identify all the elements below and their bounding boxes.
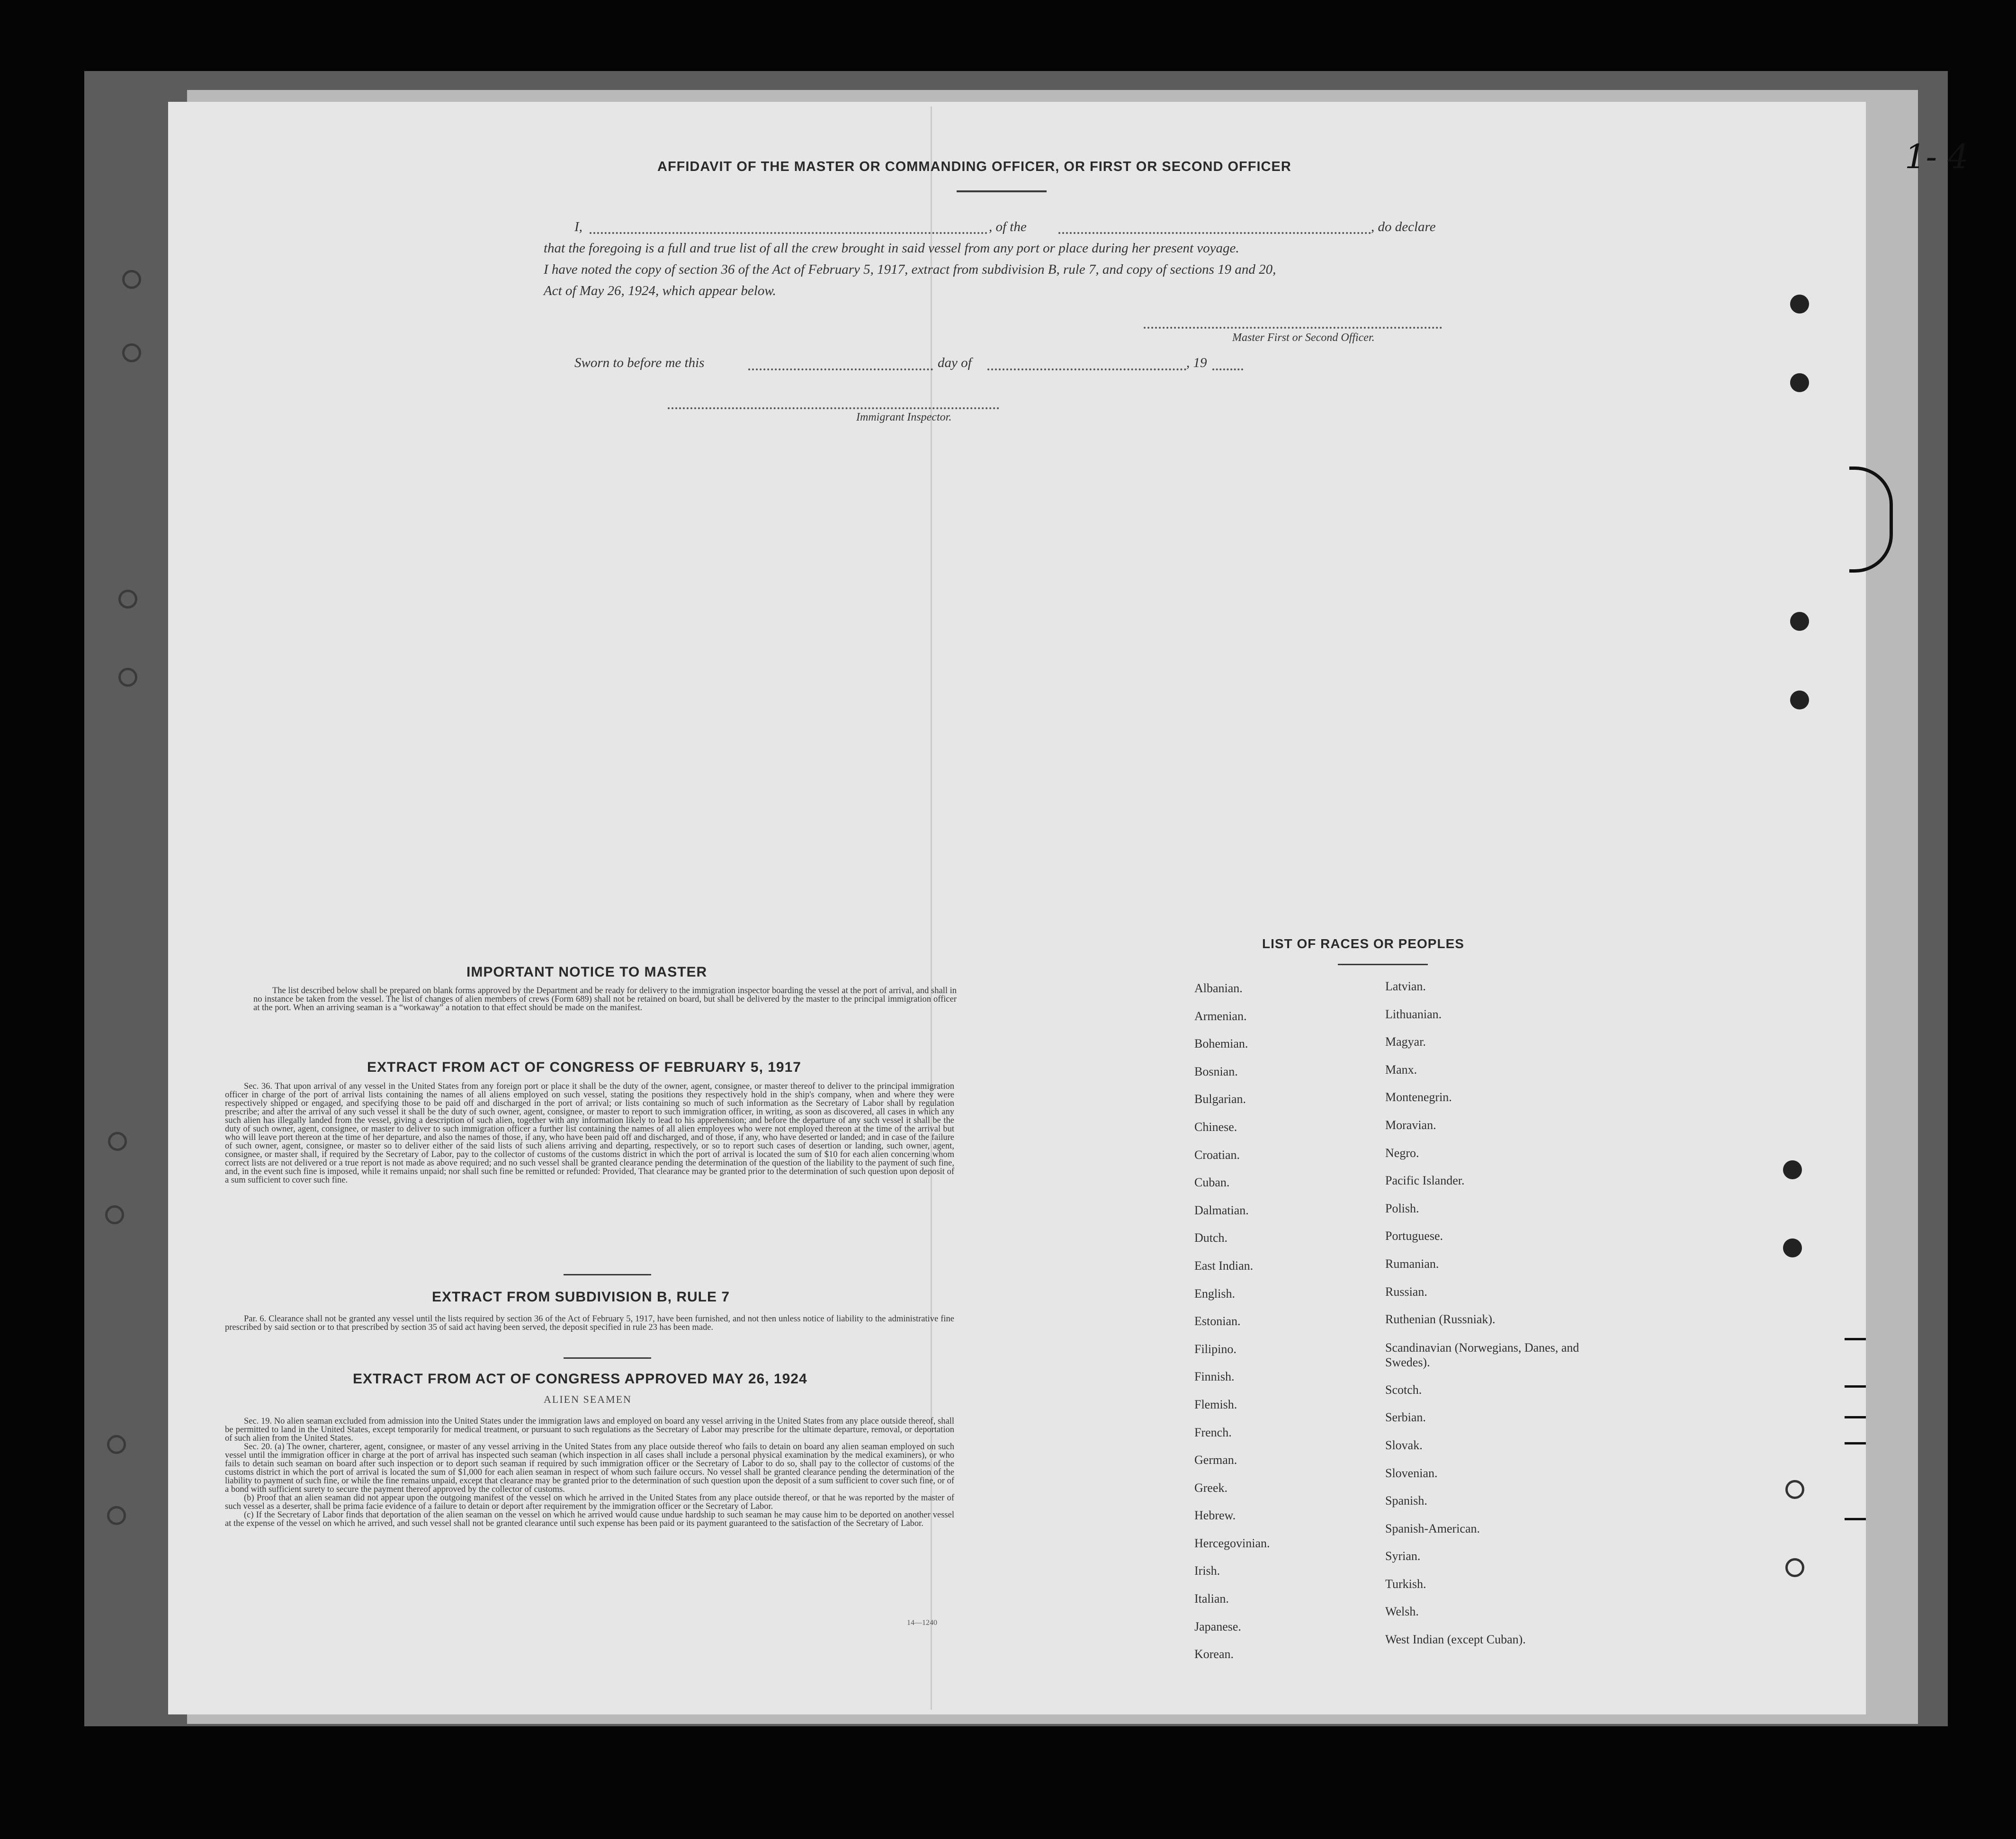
race-item: Portuguese. — [1385, 1229, 1443, 1243]
sworn-year-blank — [1212, 368, 1243, 370]
alien-seamen-subtitle: ALIEN SEAMEN — [544, 1393, 632, 1405]
race-item: Spanish-American. — [1385, 1521, 1480, 1535]
race-item: Magyar. — [1385, 1035, 1426, 1049]
section-19-paragraph: Sec. 19. No alien seaman excluded from admission into the United States under the immigration laws and employed on board any vessel arriving in the United States from any place outside thereof, shall be permitted to land in the United States, except temporarily for medical treatment, or pursuant to such regulations as the Secretary of Labor may prescribe for the ultimate departure, removal, or deportation of such alien from the United States. — [225, 1417, 954, 1443]
notice-text — [253, 987, 957, 1012]
margin-tick — [1845, 1416, 1866, 1418]
binder-hole — [122, 270, 141, 289]
handwritten-page-note: 1- 4 — [1905, 137, 1969, 176]
rule-7-title: EXTRACT FROM SUBDIVISION B, RULE 7 — [432, 1289, 730, 1305]
section-36-paragraph: Sec. 36. That upon arrival of any vessel in the United States from any foreign port or place it shall be the duty of the owner, agent, consignee, or master thereof to deliver to the principal immigration officer in charge of the port of arrival lists containing the names of all aliens employed on such vessel, stating the positions they respectively hold in the ship's company, when and where they were respectively shipped or engaged, and specifying those to be paid off and discharged in the port of arrival; or lists containing so much of such information as the Secretary of Labor shall by regulation prescribe; and after the arrival of any such vessel it shall be the duty of such owner, agent, consignee, or master to report to such immigration officer, in writing, as soon as discovered, all cases in which any such alien has illegally landed from the vessel, giving a description of such alien, together with any information likely to lead to his apprehension; and before the departure of any such vessel it shall be the duty of such owner, agent, consignee, or master to deliver to such immigration officer a further list containing the names of all alien employees who were not employed thereon at the time of the arrival but who will leave port thereon at the time of her departure, and also the names of those, if any, who have been paid off and discharged, and of those, if any, who have deserted or landed; and in case of the failure of such owner, agent, consignee, or master so to deliver either of the said lists of such aliens arriving and departing, respectively, or so to report such cases of desertion or landing, such owner, agent, consignee, or master shall, if required by the Secretary of Labor, pay to the collector of customs of the customs district in which the port of arrival is located the sum of $10 for each alien concerning whom correct lists are not delivered or a true report is not made as above required; and no such vessel shall be granted clearance pending the determination of the question of the liability to the payment of such fine, and, in the event such fine is imposed, while it remains unpaid; nor shall such fine be remitted or refunded: Provided, That clearance may be granted prior to the determination of such question upon deposit of a sum sufficient to cover such fine. — [225, 1082, 954, 1185]
race-item: Bulgarian. — [1194, 1092, 1246, 1106]
race-item: Irish. — [1194, 1564, 1220, 1578]
declarant-name-blank — [590, 232, 987, 234]
race-item: French. — [1194, 1425, 1232, 1439]
race-item: Rumanian. — [1385, 1256, 1439, 1271]
punch-hole — [1790, 295, 1809, 314]
punch-hole — [1785, 1558, 1804, 1577]
binder-hole — [107, 1435, 126, 1454]
binder-hole — [108, 1132, 127, 1151]
section-20b-paragraph: (b) Proof that an alien seaman did not appear upon the outgoing manifest of the vessel on which he arrived in the United States from any place outside thereof, or that he was reported by the master of such vessel as a deserter, shall be prima facie evidence of a failure to detain or deport after requirement by the immigration officer or the Secretary of Labor. — [225, 1493, 954, 1511]
section-rule — [564, 1274, 651, 1275]
races-list-left — [1194, 981, 1270, 1675]
margin-tick — [1845, 1385, 1866, 1388]
extract-1917-title: EXTRACT FROM ACT OF CONGRESS OF FEBRUARY 5, 1917 — [367, 1059, 801, 1075]
race-item: English. — [1194, 1286, 1235, 1301]
margin-tick — [1845, 1338, 1866, 1340]
race-item: Scandinavian (Norwegians, Danes, and Swedes). — [1385, 1340, 1579, 1369]
race-item: Hebrew. — [1194, 1508, 1236, 1523]
race-item: Negro. — [1385, 1146, 1419, 1160]
race-item: Filipino. — [1194, 1342, 1236, 1356]
day-of-text: day of — [938, 355, 972, 370]
section-rule — [564, 1357, 651, 1359]
race-item: West Indian (except Cuban). — [1385, 1633, 1526, 1647]
binder-hole — [118, 590, 137, 609]
vessel-name-blank — [1058, 232, 1371, 234]
race-item: Dalmatian. — [1194, 1203, 1249, 1217]
margin-tick — [1845, 1442, 1866, 1444]
race-item: Bosnian. — [1194, 1064, 1238, 1078]
binder-hole — [107, 1506, 126, 1525]
race-item: Latvian. — [1385, 979, 1426, 993]
notice-title: IMPORTANT NOTICE TO MASTER — [466, 964, 708, 980]
sworn-month-blank — [987, 368, 1186, 370]
race-item: Russian. — [1385, 1284, 1427, 1299]
race-item: Lithuanian. — [1385, 1007, 1442, 1021]
race-item: Cuban. — [1194, 1175, 1230, 1190]
punch-hole — [1783, 1160, 1802, 1179]
race-item: Hercegovinian. — [1194, 1536, 1270, 1550]
race-item: Italian. — [1194, 1592, 1229, 1606]
race-item: Estonian. — [1194, 1314, 1241, 1328]
punch-hole — [1790, 373, 1809, 392]
race-item: Slovenian. — [1385, 1466, 1438, 1480]
race-item: Welsh. — [1385, 1605, 1419, 1619]
inspector-signature-label: Immigrant Inspector. — [856, 411, 952, 423]
race-item: Manx. — [1385, 1062, 1417, 1076]
race-item: Turkish. — [1385, 1577, 1426, 1591]
notice-paragraph: The list described below shall be prepared on blank forms approved by the Department and be ready for delivery to the immigration inspector boarding the vessel at the port of arrival, and shall in no instance be taken from the vessel. The list of changes of alien members of crews (Form 689) shall not be retained on board, but shall be delivered by the master to the principal immigration officer at the port. When an arriving seaman is a “workaway” a notation to that effect should be made on the manifest. — [253, 986, 957, 1013]
rule-7-paragraph: Par. 6. Clearance shall not be granted any vessel until the lists required by section 36 of the Act of February 5, 1917, have been furnished, and not then unless notice of liability to the administrative fine prescribed by said section or to that prescribed by section 35 of said act having been served, the deposit specified in rule 23 has been made. — [225, 1314, 954, 1332]
race-item: Serbian. — [1385, 1410, 1426, 1425]
punch-hole — [1785, 1480, 1804, 1499]
race-item: Montenegrin. — [1385, 1090, 1452, 1104]
race-item: East Indian. — [1194, 1258, 1254, 1273]
master-signature-line — [1144, 327, 1442, 329]
race-item: Japanese. — [1194, 1619, 1241, 1633]
race-item: Spanish. — [1385, 1494, 1427, 1508]
binder-hole — [105, 1205, 124, 1224]
binder-hole — [122, 343, 141, 362]
race-item: Flemish. — [1194, 1397, 1237, 1411]
margin-tick — [1845, 1518, 1866, 1520]
race-item: Scotch. — [1385, 1382, 1422, 1397]
punch-hole — [1783, 1238, 1802, 1257]
rule-7-text — [225, 1315, 954, 1332]
sworn-day-blank — [748, 368, 933, 370]
affidavit-title: AFFIDAVIT OF THE MASTER OR COMMANDING OFFICER, OR FIRST OR SECOND OFFICER — [657, 159, 1291, 174]
race-item: Croatian. — [1194, 1148, 1240, 1162]
extract-1924-text — [225, 1417, 954, 1528]
races-title-rule — [1338, 964, 1428, 965]
year-text: , 19 — [1186, 355, 1207, 370]
race-item: German. — [1194, 1453, 1237, 1467]
race-item: Ruthenian (Russniak). — [1385, 1312, 1496, 1327]
race-item: Polish. — [1385, 1201, 1419, 1215]
inspector-signature-line — [668, 407, 999, 409]
races-list-right — [1385, 979, 1594, 1660]
do-declare-text: , do declare — [1371, 219, 1436, 234]
race-item: Armenian. — [1194, 1009, 1247, 1023]
of-the-text: , of the — [989, 219, 1027, 234]
race-item: Pacific Islander. — [1385, 1174, 1465, 1188]
title-rule — [957, 190, 1047, 192]
binder-hole — [118, 668, 137, 687]
punch-hole — [1790, 612, 1809, 631]
race-item: Moravian. — [1385, 1118, 1436, 1132]
affidavit-line-3: Act of May 26, 1924, which appear below. — [544, 283, 776, 298]
race-item: Finnish. — [1194, 1370, 1235, 1384]
race-item: Korean. — [1194, 1647, 1234, 1661]
race-item: Syrian. — [1385, 1549, 1421, 1563]
affidavit-line-2: I have noted the copy of section 36 of the Act of February 5, 1917, extract from subdivision B, rule 7, and copy of sections 19 and 20, — [544, 262, 1276, 277]
declarant-lead: I, — [574, 219, 582, 234]
punch-hole — [1790, 691, 1809, 709]
race-item: Dutch. — [1194, 1231, 1228, 1245]
race-item: Chinese. — [1194, 1120, 1237, 1134]
race-item: Albanian. — [1194, 981, 1243, 995]
race-item: Bohemian. — [1194, 1037, 1248, 1051]
extract-1917-text — [225, 1082, 954, 1184]
section-20a-paragraph: Sec. 20. (a) The owner, charterer, agent, consignee, or master of any vessel arriving in the United States from any place outside thereof who fails to detain on board any alien seaman employed on such vessel until the immigration officer in charge at the port of arrival has inspected such seaman (which inspection in all cases shall include a personal physical examination by the medical examiners), or who fails to detain such seaman on board after such inspection or to deport such seaman if required by such immigration officer or the Secretary of Labor to do so, shall pay to the collector of customs of the customs district in which the port of arrival is located the sum of $1,000 for each alien seaman in respect of whom such failure occurs. No vessel shall be granted clearance pending the determination of the liability to payment of such fine, or while the fine remains unpaid, except that clearance may be granted prior to the determination of such question upon the deposit of a sum sufficient to cover such fine, or of a bond with sufficient surety to secure the payment thereof approved by the collector of customs. — [225, 1442, 954, 1494]
extract-1924-title: EXTRACT FROM ACT OF CONGRESS APPROVED MAY 26, 1924 — [353, 1371, 807, 1387]
race-item: Greek. — [1194, 1480, 1228, 1495]
master-signature-label: Master First or Second Officer. — [1232, 332, 1375, 344]
sworn-text: Sworn to before me this — [574, 355, 705, 370]
form-number: 14—1240 — [907, 1619, 937, 1627]
race-item: Slovak. — [1385, 1438, 1423, 1452]
races-title: LIST OF RACES OR PEOPLES — [1262, 936, 1464, 951]
section-20c-paragraph: (c) If the Secretary of Labor finds that deportation of the alien seaman on the vessel on which he arrived would cause undue hardship to such seaman he may cause him to be deported on another vessel at the expense of the vessel on which he arrived, and such vessel shall not be granted clearance until such expense has been paid or its payment guaranteed to the satisfaction of the Secretary of Labor. — [225, 1510, 954, 1528]
affidavit-line-1: that the foregoing is a full and true list of all the crew brought in said vessel from any port or place during her present voyage. — [544, 241, 1239, 256]
